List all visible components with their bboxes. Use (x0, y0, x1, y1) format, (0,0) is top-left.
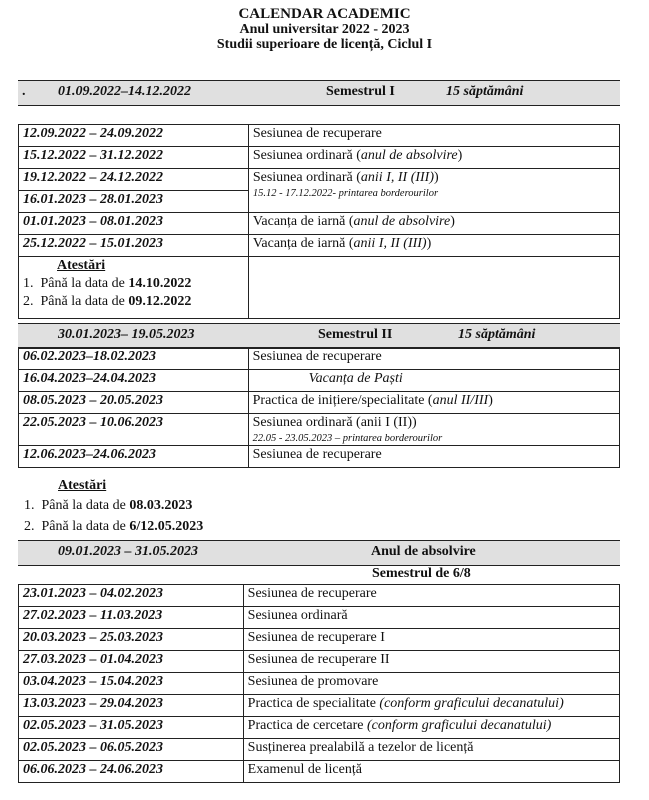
table-row (19, 673, 620, 695)
activity: Sesiunea ordinară (anul de absolvire) (248, 147, 619, 169)
period-dates: 20.03.2023 – 25.03.2023 (19, 629, 244, 651)
table-row (19, 169, 620, 191)
table-row (19, 695, 620, 717)
table-row (19, 607, 620, 629)
semester-2-band (18, 323, 620, 349)
period-dates: 16.01.2023 – 28.01.2023 (19, 191, 249, 213)
attestations-title: Atestări (57, 258, 106, 273)
table-row (19, 717, 620, 739)
period-dates: 06.06.2023 – 24.06.2023 (19, 761, 244, 783)
period-dates: 12.06.2023–24.06.2023 (19, 446, 249, 468)
table-row (19, 235, 620, 257)
table-row (19, 348, 620, 370)
period-dates: 08.05.2023 – 20.05.2023 (19, 392, 249, 414)
period-dates: 22.05.2023 – 10.06.2023 (19, 414, 249, 446)
period-dates: 23.01.2023 – 04.02.2023 (19, 585, 244, 607)
table-row (19, 213, 620, 235)
semester-1-dates: 01.09.2022–14.12.2022 (58, 84, 191, 99)
attestation-item: 1. Până la data de 14.10.2022 (23, 276, 192, 291)
activity (248, 414, 619, 446)
table-row (19, 446, 620, 468)
document-title: CALENDAR ACADEMIC (238, 6, 411, 22)
period-dates: 12.09.2022 – 24.09.2022 (19, 125, 249, 147)
activity: Practica de cercetare (conform graficului decanatului) (243, 717, 619, 739)
study-level: Studii superioare de licență, Ciclul I (216, 37, 433, 52)
activity: Sesiunea de promovare (243, 673, 619, 695)
graduation-subtitle: Semestrul de 6/8 (372, 566, 471, 581)
attestation-item: 2. Până la data de 09.12.2022 (23, 294, 192, 309)
activity: Susținerea prealabilă a tezelor de licență (243, 739, 619, 761)
period-dates: 02.05.2023 – 31.05.2023 (19, 717, 244, 739)
table-row (19, 761, 620, 783)
period-dates: 02.05.2023 – 06.05.2023 (19, 739, 244, 761)
empty-cell (248, 257, 619, 319)
period-dates: 15.12.2022 – 31.12.2022 (19, 147, 249, 169)
attestation-item: 2. Până la data de 6/12.05.2023 (24, 519, 204, 534)
table-row (19, 585, 620, 607)
semester-1-table (18, 124, 620, 319)
period-dates: 06.02.2023–18.02.2023 (19, 348, 249, 370)
period-dates: 27.02.2023 – 11.03.2023 (19, 607, 244, 629)
activity: Examenul de licență (243, 761, 619, 783)
table-row (19, 370, 620, 392)
activity: Sesiunea de recuperare (243, 585, 619, 607)
attestations-title: Atestări (58, 478, 107, 493)
activity: Sesiunea ordinară (243, 607, 619, 629)
activity: Sesiunea de recuperare II (243, 651, 619, 673)
table-row (19, 147, 620, 169)
activity: Sesiunea de recuperare (248, 125, 619, 147)
academic-year: Anul universitar 2022 - 2023 (239, 22, 410, 37)
graduation-dates: 09.01.2023 – 31.05.2023 (58, 544, 198, 559)
table-row (19, 739, 620, 761)
activity: Sesiunea ordinară (anii I, II (III)) 15.12 - 17.12.2022- printarea borderourilor (248, 169, 619, 213)
semester-2-dates: 30.01.2023– 19.05.2023 (58, 327, 195, 342)
semester-1-prefix: . (22, 84, 26, 99)
period-dates: 13.03.2023 – 29.04.2023 (19, 695, 244, 717)
table-row (19, 651, 620, 673)
attestations-cell (19, 257, 249, 319)
table-row (19, 414, 620, 446)
period-dates: 27.03.2023 – 01.04.2023 (19, 651, 244, 673)
period-dates: 19.12.2022 – 24.12.2022 (19, 169, 249, 191)
table-row (19, 629, 620, 651)
activity: Sesiunea de recuperare (248, 446, 619, 468)
activity: Practica de specialitate (conform graficului decanatului) (243, 695, 619, 717)
semester-1-title: Semestrul I (326, 84, 395, 99)
period-dates: 01.01.2023 – 08.01.2023 (19, 213, 249, 235)
table-row (19, 125, 620, 147)
activity: Vacanța de Paști (248, 370, 619, 392)
attestation-item: 1. Până la data de 08.03.2023 (24, 498, 193, 513)
activity-note: 22.05 - 23.05.2023 – printarea borderourilor (252, 433, 443, 444)
table-row (19, 392, 620, 414)
graduation-title: Anul de absolvire (371, 544, 476, 559)
semester-1-band (18, 80, 620, 106)
period-dates: 16.04.2023–24.04.2023 (19, 370, 249, 392)
semester-1-weeks: 15 săptămâni (446, 84, 524, 99)
semester-2-table (18, 347, 620, 468)
graduation-band (18, 540, 620, 566)
graduation-table (18, 584, 620, 783)
activity-note: 15.12 - 17.12.2022- printarea borderourilor (252, 188, 439, 199)
activity: Vacanța de iarnă (anii I, II (III)) (248, 235, 619, 257)
period-dates: 03.04.2023 – 15.04.2023 (19, 673, 244, 695)
activity: Sesiunea de recuperare I (243, 629, 619, 651)
activity: Vacanța de iarnă (anul de absolvire) (248, 213, 619, 235)
activity: Practica de inițiere/specialitate (anul II/III) (248, 392, 619, 414)
activity-text: Sesiunea ordinară (anii I (II)) (252, 415, 417, 430)
activity: Sesiunea de recuperare (248, 348, 619, 370)
semester-2-title: Semestrul II (318, 327, 393, 342)
attestations-row (19, 257, 620, 319)
period-dates: 25.12.2022 – 15.01.2023 (19, 235, 249, 257)
semester-2-weeks: 15 săptămâni (458, 327, 536, 342)
